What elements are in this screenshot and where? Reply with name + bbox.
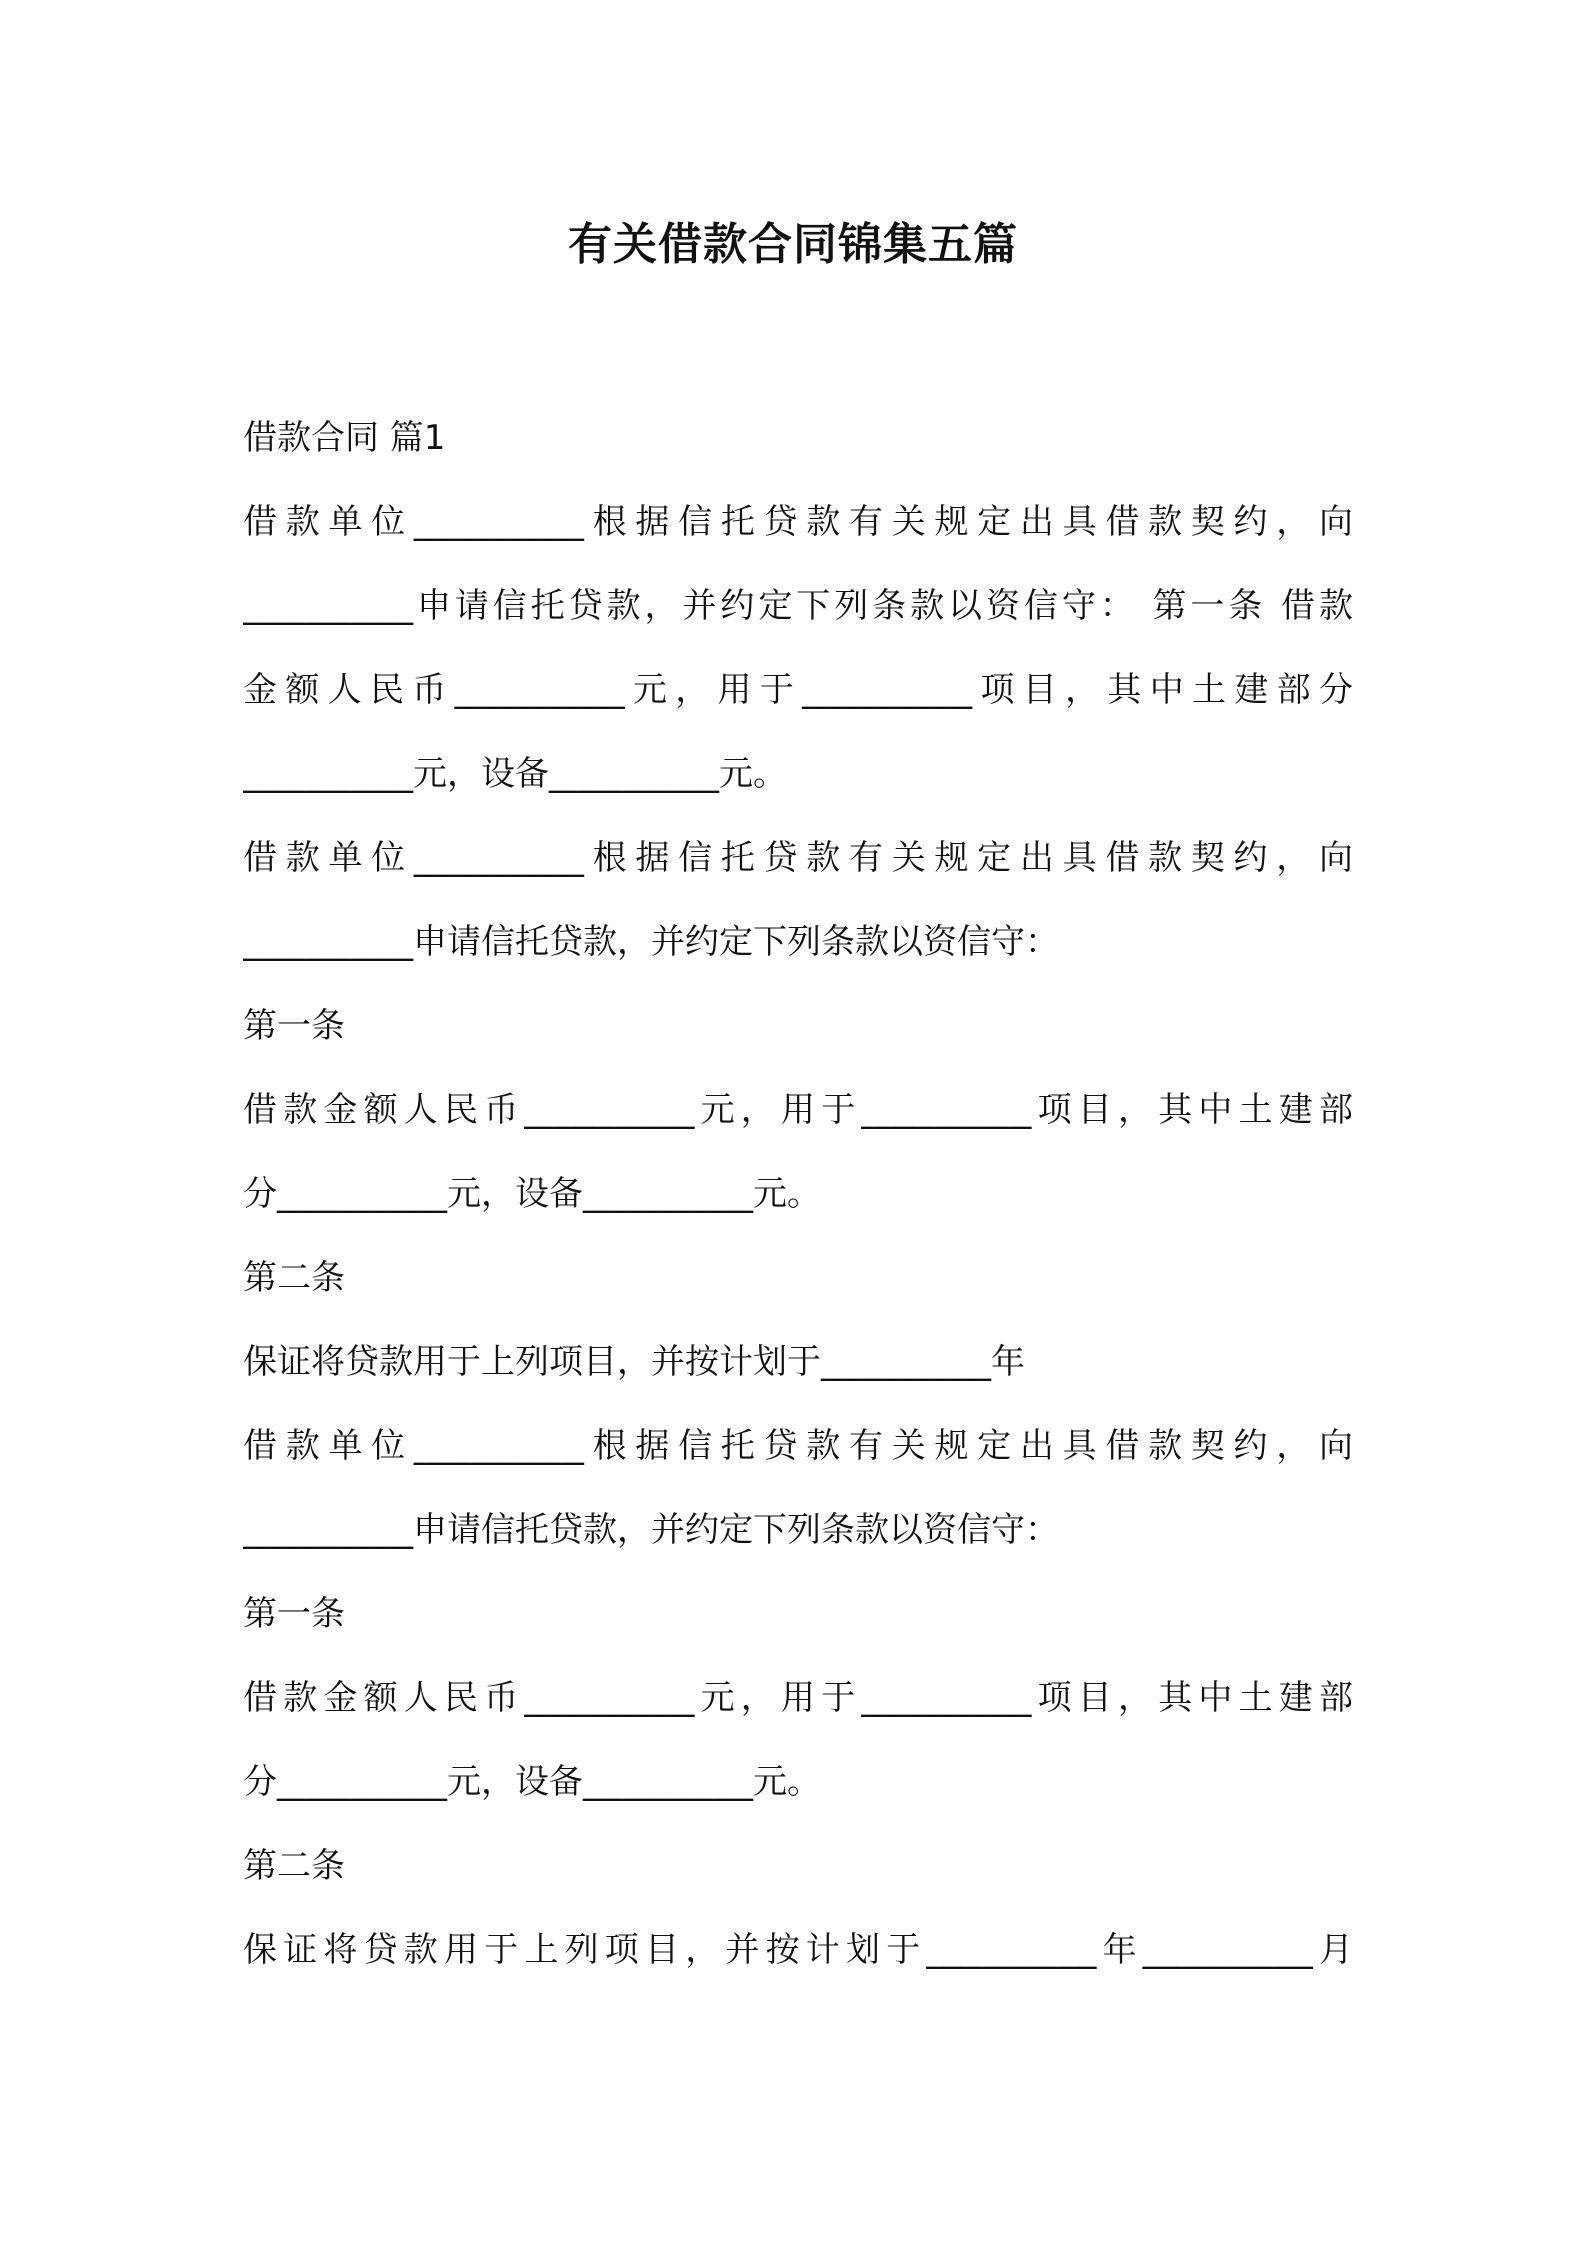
article-heading: 第一条: [243, 1594, 345, 1634]
body-line: 分__________元，设备__________元。: [243, 1174, 821, 1214]
body-line: 金额人民币__________元，用于__________项目，其中土建部分: [243, 670, 1353, 710]
body-line: __________元，设备__________元。: [243, 754, 787, 794]
article-heading: 第一条: [243, 1006, 345, 1046]
body-line: 借款单位__________根据信托贷款有关规定出具借款契约，向: [243, 502, 1353, 542]
article-heading: 第二条: [243, 1846, 345, 1886]
body-line: 保证将贷款用于上列项目，并按计划于__________年__________月: [243, 1930, 1353, 1970]
body-line: __________申请信托贷款，并约定下列条款以资信守：: [243, 922, 1059, 962]
document-title: 有关借款合同锦集五篇: [568, 219, 1018, 270]
body-line: __________申请信托贷款，并约定下列条款以资信守：: [243, 1510, 1059, 1550]
body-line: 借款金额人民币__________元，用于__________项目，其中土建部: [243, 1090, 1353, 1130]
article-heading: 第二条: [243, 1258, 345, 1298]
body-line: 保证将贷款用于上列项目，并按计划于__________年: [243, 1342, 1025, 1382]
body-line: 借款单位__________根据信托贷款有关规定出具借款契约，向: [243, 1426, 1353, 1466]
body-line: 借款单位__________根据信托贷款有关规定出具借款契约，向: [243, 838, 1353, 878]
section-heading: 借款合同 篇1: [243, 418, 446, 458]
body-line: 分__________元，设备__________元。: [243, 1762, 821, 1802]
body-line: 借款金额人民币__________元，用于__________项目，其中土建部: [243, 1678, 1353, 1718]
body-line: __________申请信托贷款，并约定下列条款以资信守： 第一条 借款: [243, 586, 1353, 626]
